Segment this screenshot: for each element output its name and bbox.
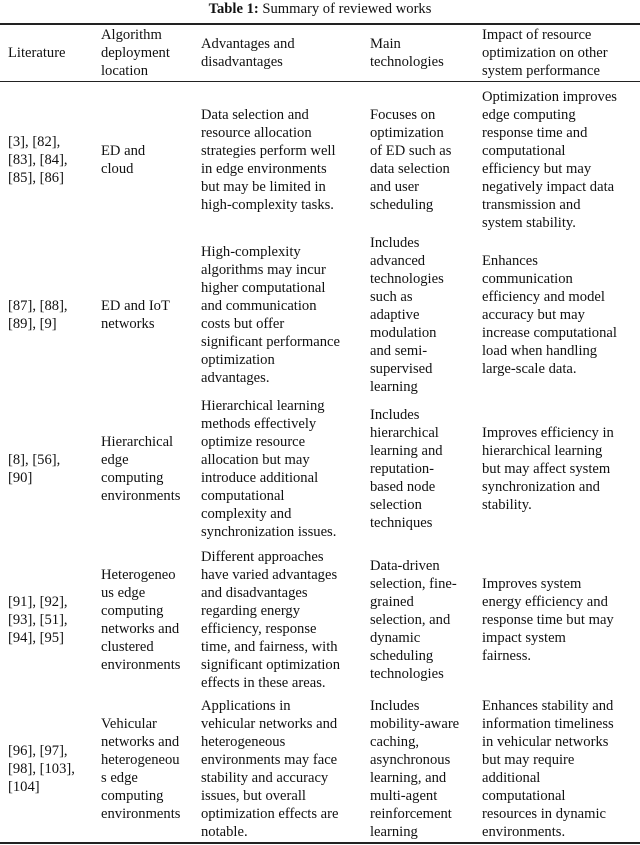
cell-line: environments [101, 657, 181, 673]
cell-line: system performance [482, 63, 600, 79]
cell-line: [83], [84], [8, 152, 68, 168]
cell-line: and semi- [370, 343, 428, 359]
cell-line: Applications in [201, 697, 291, 714]
table-row [0, 235, 640, 395]
cell-line: High-complexity [201, 244, 301, 260]
cell-line: synchronization issues. [201, 523, 337, 540]
cell-line: environments [101, 487, 181, 504]
cell-line: technologies [370, 271, 444, 287]
cell-line: stability. [482, 496, 532, 513]
cell-impact [482, 82, 637, 238]
cell-line: computing [101, 603, 164, 619]
cell-line: Advantages and [201, 36, 295, 52]
cell-line: system stability. [482, 215, 576, 231]
cell-line: complexity and [201, 505, 292, 522]
cell-line: optimization [201, 352, 275, 368]
cell-line: costs but offer [201, 316, 285, 332]
cell-line: s edge [101, 769, 138, 786]
cell-line: edge [101, 451, 129, 468]
cell-line: in edge environments [201, 161, 327, 177]
cell-line: Vehicular [101, 715, 157, 732]
cell-line: response time and [482, 125, 588, 141]
cell-line: reinforcement [370, 805, 452, 822]
cell-line: synchronization and [482, 478, 600, 495]
cell-deployment-location [101, 82, 197, 238]
cell-line: modulation [370, 325, 437, 341]
cell-line: Algorithm [101, 27, 162, 43]
cell-line: [96], [97], [8, 742, 68, 759]
cell-line: resource allocation [201, 125, 312, 141]
cell-impact [482, 695, 637, 842]
cell-line: energy efficiency and [482, 594, 608, 610]
cell-line: response time but may [482, 612, 614, 628]
cell-line: computational [201, 487, 285, 504]
cell-line: negatively impact data [482, 179, 615, 195]
cell-advantages [201, 695, 366, 842]
cell-line: Data selection and [201, 107, 309, 123]
cell-line: learning [370, 379, 418, 395]
cell-line: Heterogeneo [101, 567, 176, 583]
cell-line: techniques [370, 514, 433, 531]
cell-line: learning, and [370, 769, 447, 786]
cell-literature [8, 545, 98, 695]
cell-line: reputation- [370, 460, 435, 477]
cell-line: have varied advantages [201, 567, 338, 583]
table-row [0, 82, 640, 238]
cell-line: regarding energy [201, 603, 301, 619]
cell-line: in vehicular networks [482, 733, 609, 750]
cell-impact [482, 545, 637, 695]
cell-line: Different approaches [201, 549, 324, 565]
cell-line: cloud [101, 161, 134, 177]
cell-line: but may require [482, 751, 575, 768]
cell-line: disadvantages [201, 54, 283, 70]
cell-line: technologies [370, 54, 444, 70]
cell-line: introduce additional [201, 469, 319, 486]
cell-line: learning [370, 823, 418, 840]
cell-line: efficiency and model [482, 289, 605, 305]
cell-line: ED and IoT [101, 298, 170, 314]
cell-line: accuracy but may [482, 307, 585, 323]
cell-line: Improves efficiency in [482, 424, 614, 441]
cell-line: location [101, 63, 149, 79]
cell-line: Includes [370, 697, 420, 714]
cell-line: [87], [88], [8, 298, 68, 314]
cell-line: [98], [103], [8, 760, 75, 777]
bottom-rule [0, 842, 640, 844]
cell-line: vehicular networks and [201, 715, 338, 732]
cell-line: Data-driven [370, 558, 440, 574]
cell-advantages [201, 82, 366, 238]
cell-line: increase computational [482, 325, 617, 341]
cell-line: fairness. [482, 648, 532, 664]
cell-line: stability and accuracy [201, 769, 329, 786]
cell-line: learning and [370, 442, 443, 459]
cell-line: optimization on other [482, 45, 608, 61]
table-row [0, 392, 640, 545]
cell-line: data selection [370, 161, 450, 177]
cell-line: but may be limited in [201, 179, 326, 195]
cell-line: ED and [101, 143, 146, 159]
cell-line: grained [370, 594, 414, 610]
cell-line: networks [101, 316, 155, 332]
cell-line: load when handling [482, 343, 598, 359]
cell-line: heterogeneou [101, 751, 180, 768]
cell-line: advanced [370, 253, 426, 269]
header-literature [8, 24, 98, 82]
header-impact [482, 24, 637, 82]
cell-line: deployment [101, 45, 170, 61]
cell-line: clustered [101, 639, 154, 655]
cell-line: [90] [8, 469, 33, 486]
cell-line: technologies [370, 666, 444, 682]
cell-line: Main [370, 36, 401, 52]
cell-line: large-scale data. [482, 361, 577, 377]
cell-line: supervised [370, 361, 433, 377]
cell-line: optimization [370, 125, 444, 141]
cell-line: but may affect system [482, 460, 611, 477]
cell-line: such as [370, 289, 413, 305]
cell-line: [3], [82], [8, 134, 61, 150]
cell-line: Enhances [482, 253, 538, 269]
cell-line: computational [482, 143, 566, 159]
cell-line: resources in dynamic [482, 805, 607, 822]
cell-line: environments [101, 805, 181, 822]
cell-line: [8], [56], [8, 451, 61, 468]
cell-deployment-location [101, 392, 197, 545]
cell-line: hierarchical [370, 424, 439, 441]
cell-advantages [201, 238, 366, 392]
header-deployment-location [101, 24, 197, 82]
cell-line: and communication [201, 298, 317, 314]
table-title [0, 0, 640, 18]
cell-line: edge computing [482, 107, 576, 123]
cell-line: additional [482, 769, 541, 786]
cell-line: computing [101, 787, 164, 804]
cell-literature [8, 695, 98, 842]
cell-line: mobility-aware [370, 715, 460, 732]
cell-line: networks and [101, 733, 180, 750]
cell-line: Improves system [482, 576, 582, 592]
cell-advantages [201, 392, 366, 545]
cell-line: caching, [370, 733, 420, 750]
cell-technologies [370, 545, 478, 695]
cell-line: heterogeneous [201, 733, 286, 750]
cell-line: impact system [482, 630, 566, 646]
cell-deployment-location [101, 238, 197, 392]
cell-line: optimization effects are [201, 805, 339, 822]
cell-line: methods effectively [201, 415, 317, 432]
cell-line: [94], [95] [8, 630, 64, 646]
cell-line: optimize resource [201, 433, 306, 450]
cell-line: [85], [86] [8, 170, 64, 186]
cell-literature [8, 82, 98, 238]
cell-line: transmission and [482, 197, 581, 213]
cell-line: information timeliness [482, 715, 614, 732]
cell-line: communication [482, 271, 573, 287]
header-row [0, 24, 640, 82]
cell-line: Optimization improves [482, 89, 617, 105]
cell-line: Hierarchical learning [201, 397, 325, 414]
cell-line: computing [101, 469, 164, 486]
cell-line: asynchronous [370, 751, 451, 768]
cell-line: issues, but overall [201, 787, 306, 804]
cell-line: environments. [482, 823, 566, 840]
cell-line: Literature [8, 45, 66, 61]
cell-line: us edge [101, 585, 146, 601]
cell-line: selection, and [370, 612, 451, 628]
cell-line: allocation but may [201, 451, 310, 468]
cell-line: multi-agent [370, 787, 438, 804]
cell-line: environments may face [201, 751, 338, 768]
cell-line: dynamic [370, 630, 421, 646]
cell-deployment-location [101, 545, 197, 695]
cell-literature [8, 238, 98, 392]
table-row [0, 545, 640, 695]
cell-line: adaptive [370, 307, 420, 323]
cell-line: networks and [101, 621, 180, 637]
cell-line: significant optimization [201, 657, 341, 673]
cell-technologies [370, 235, 478, 395]
cell-line: Hierarchical [101, 433, 174, 450]
cell-line: and user [370, 179, 420, 195]
cell-line: computational [482, 787, 566, 804]
cell-line: hierarchical learning [482, 442, 603, 459]
cell-line: selection [370, 496, 422, 513]
cell-line: [91], [92], [8, 594, 68, 610]
cell-advantages [201, 545, 366, 695]
cell-line: Includes [370, 406, 420, 423]
cell-line: advantages. [201, 370, 270, 386]
table-caption: Summary of reviewed works [258, 1, 432, 17]
cell-line: [93], [51], [8, 612, 68, 628]
cell-line: significant performance [201, 334, 340, 350]
cell-line: of ED such as [370, 143, 452, 159]
header-technologies [370, 24, 478, 82]
cell-technologies [370, 695, 478, 842]
cell-line: efficiency, response [201, 621, 317, 637]
cell-line: high-complexity tasks. [201, 197, 334, 213]
cell-impact [482, 238, 637, 392]
cell-line: strategies perform well [201, 143, 336, 159]
cell-line: selection, fine- [370, 576, 457, 592]
cell-line: and disadvantages [201, 585, 308, 601]
cell-line: Includes [370, 235, 420, 251]
cell-technologies [370, 82, 478, 238]
cell-line: higher computational [201, 280, 326, 296]
cell-line: [104] [8, 778, 40, 795]
cell-line: efficiency but may [482, 161, 592, 177]
cell-technologies [370, 392, 478, 545]
cell-line: Enhances stability and [482, 697, 614, 714]
cell-line: time, and fairness, with [201, 639, 338, 655]
cell-line: Focuses on [370, 107, 436, 123]
cell-line: effects in these areas. [201, 675, 326, 691]
cell-line: scheduling [370, 648, 434, 664]
cell-impact [482, 392, 637, 545]
table-row [0, 695, 640, 842]
cell-deployment-location [101, 695, 197, 842]
cell-line: notable. [201, 823, 248, 840]
cell-line: [89], [9] [8, 316, 57, 332]
cell-line: scheduling [370, 197, 434, 213]
cell-line: algorithms may incur [201, 262, 326, 278]
cell-line: Impact of resource [482, 27, 592, 43]
header-advantages [201, 24, 366, 82]
cell-literature [8, 392, 98, 545]
table-label: Table 1: [208, 1, 259, 17]
cell-line: based node [370, 478, 436, 495]
